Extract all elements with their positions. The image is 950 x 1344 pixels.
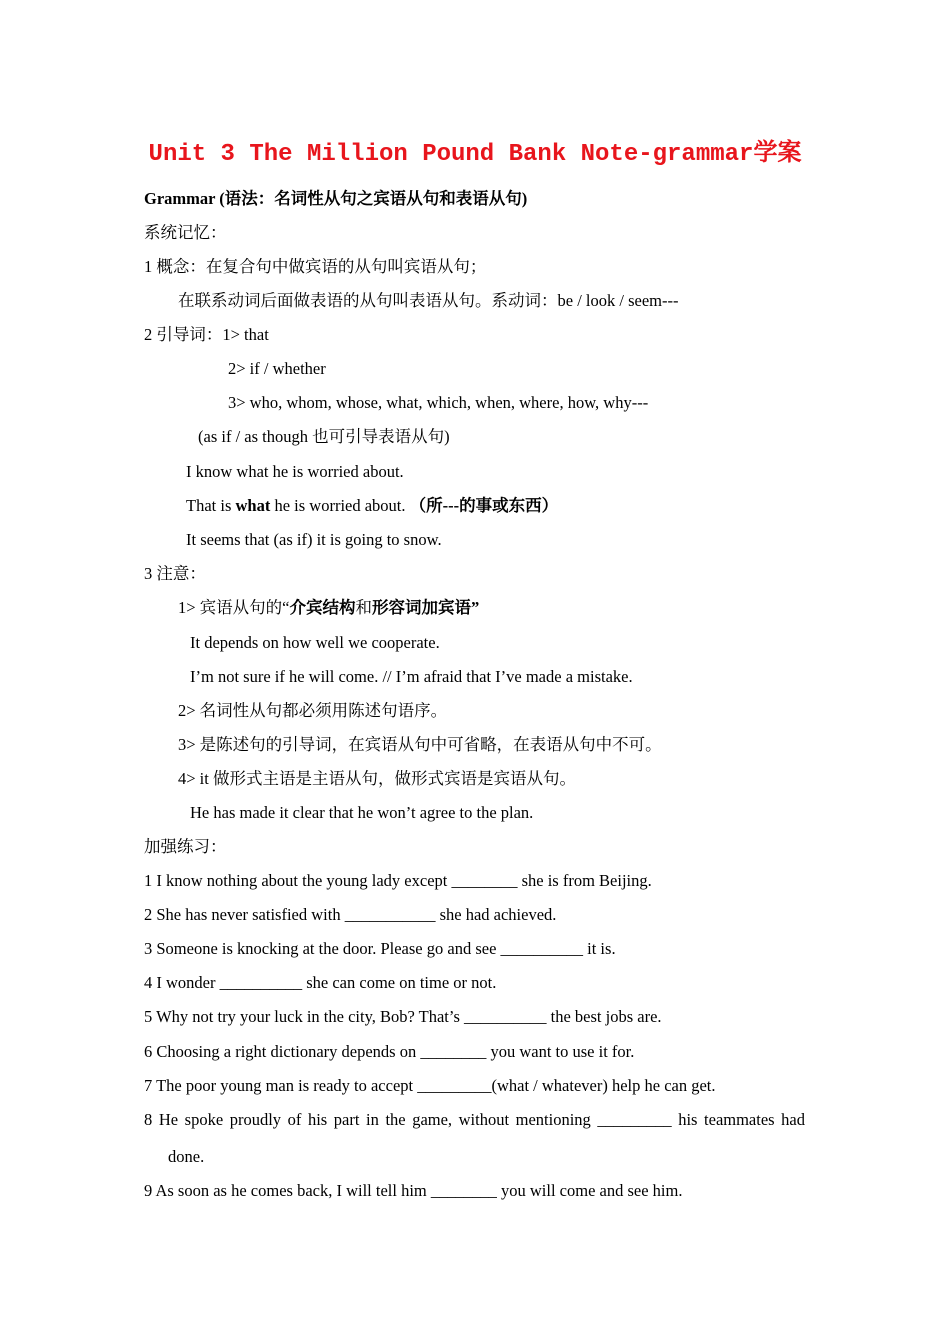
example-3: It seems that (as if) it is going to snow. [186,530,442,549]
guide-word-2: 2> if / whether [228,359,326,378]
guide-note: (as if / as though 也可引导表语从句) [198,427,450,446]
note-1-example-1: It depends on how well we cooperate. [190,633,440,652]
note-1 [178,597,479,619]
example-2-note: （所---的事或东西） [409,496,559,515]
note-2: 2> 名词性从句都必须用陈述句语序。 [178,701,448,720]
practice-item-8: 8 He spoke proudly of his part in the game, without mentioning _________ his teammates had [144,1110,805,1129]
guide-word-1: 2 引导词：1> that [144,325,269,344]
note-1-mid: 和 [355,598,373,617]
notes-label: 3 注意： [144,564,206,583]
example-2-post: he is worried about. [270,496,410,515]
concept-line-2: 在联系动词后面做表语的从句叫表语从句。系动词：be / look / seem--- [178,291,679,310]
guide-word-3: 3> who, whom, whose, what, which, when, where, how, why--- [228,393,649,412]
practice-item-4: 4 I wonder __________ she can come on time or not. [144,973,497,992]
example-2 [186,495,558,517]
practice-item-7: 7 The poor young man is ready to accept _________(what / whatever) help he can get. [144,1076,716,1095]
note-1-bold-1: 介宾结构 [289,598,356,617]
note-1-example-2: I’m not sure if he will come. // I’m afraid that I’ve made a mistake. [190,667,633,686]
practice-item-8-cont: done. [168,1147,205,1166]
practice-label: 加强练习： [144,837,227,856]
practice-item-1: 1 I know nothing about the young lady except ________ she is from Beijing. [144,871,652,890]
example-2-pre: That is [186,496,236,515]
practice-item-9: 9 As soon as he comes back, I will tell him ________ you will come and see him. [144,1181,683,1200]
note-3: 3> 是陈述句的引导词，在宾语从句中可省略，在表语从句中不可。 [178,735,662,754]
document-title: Unit 3 The Million Pound Bank Note-grammar学案 [148,141,802,168]
note-1-post: ” [471,598,480,617]
note-4: 4> it 做形式主语是主语从句，做形式宾语是宾语从句。 [178,769,576,788]
practice-item-5: 5 Why not try your luck in the city, Bob? That’s __________ the best jobs are. [144,1007,662,1026]
practice-item-2: 2 She has never satisfied with ___________ she had achieved. [144,905,557,924]
example-1: I know what he is worried about. [186,462,404,481]
memory-label: 系统记忆： [144,223,227,242]
practice-item-6: 6 Choosing a right dictionary depends on ________ you want to use it for. [144,1042,635,1061]
note-4-example: He has made it clear that he won’t agree to the plan. [190,803,534,822]
concept-line-1: 1 概念：在复合句中做宾语的从句叫宾语从句； [144,257,487,276]
note-1-bold-2: 形容词加宾语 [372,598,472,617]
practice-item-3: 3 Someone is knocking at the door. Please go and see __________ it is. [144,939,616,958]
grammar-heading: Grammar (语法：名词性从句之宾语从句和表语从句) [144,189,528,208]
example-2-bold: what [235,496,271,515]
note-1-pre: 1> 宾语从句的“ [178,598,290,617]
